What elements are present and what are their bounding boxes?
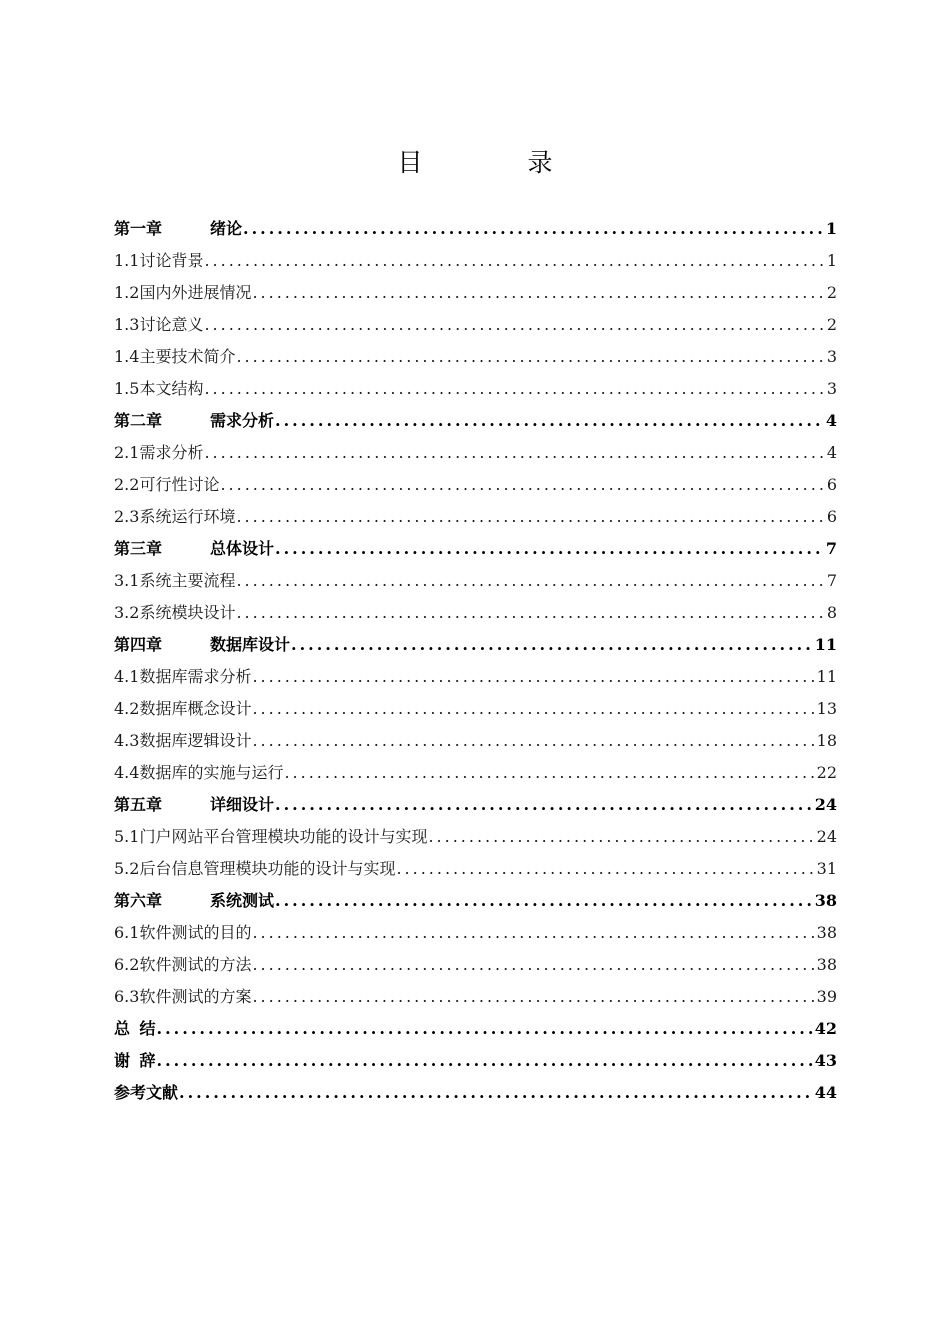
toc-section-entry[interactable] [114, 597, 837, 629]
toc-page-number: 24 [814, 795, 837, 814]
toc-entry-text: 4.3数据库逻辑设计 [114, 731, 252, 750]
toc-page-number: 6 [826, 475, 837, 494]
toc-entry-text: 6.2软件测试的方法 [114, 955, 252, 974]
toc-entry-text: 系统测试 [210, 891, 275, 910]
toc-page-number: 4 [826, 443, 837, 462]
toc-entry-label: 总 [114, 1019, 131, 1038]
toc-section-entry[interactable] [114, 565, 837, 597]
toc-entry-text: 2.1需求分析 [114, 443, 204, 462]
dot-leader [236, 565, 824, 597]
toc-page-number: 43 [814, 1051, 837, 1070]
toc-page-number: 13 [816, 699, 837, 718]
toc-entry-text: 数据库设计 [210, 635, 291, 654]
dot-leader [252, 661, 814, 693]
toc-section-entry[interactable] [114, 757, 837, 789]
toc-page-number: 3 [826, 347, 837, 366]
toc-section-entry[interactable] [114, 821, 837, 853]
dot-leader [284, 757, 814, 789]
toc-entry-label: 第一章 [114, 219, 163, 238]
dot-leader [243, 213, 824, 245]
toc-page-number: 4 [825, 411, 837, 430]
dot-leader [275, 885, 813, 917]
toc-entry-text: 2.2可行性讨论 [114, 475, 220, 494]
dot-leader [236, 597, 824, 629]
toc-section-entry[interactable] [114, 725, 837, 757]
dot-leader [396, 853, 814, 885]
toc-entry-text: 6.3软件测试的方案 [114, 987, 252, 1006]
toc-section-entry[interactable] [114, 245, 837, 277]
toc-page-number: 3 [826, 379, 837, 398]
toc-entry-label: 谢 [114, 1051, 131, 1070]
dot-leader [275, 533, 824, 565]
toc-entry-text: 总体设计 [210, 539, 275, 558]
toc-chapter-entry[interactable] [114, 533, 837, 565]
toc-page-number: 18 [816, 731, 837, 750]
dot-leader [252, 949, 814, 981]
dot-leader [428, 821, 814, 853]
toc-entry-label: 第二章 [114, 411, 163, 430]
dot-leader [220, 469, 824, 501]
toc-entry-text: 1.5本文结构 [114, 379, 204, 398]
toc-page-number: 2 [826, 283, 837, 302]
toc-chapter-entry[interactable] [114, 1077, 837, 1109]
dot-leader [252, 725, 814, 757]
toc-page-number: 38 [816, 923, 837, 942]
toc-entry-text: 参考文献 [114, 1083, 179, 1102]
toc-title: 目 录 [397, 148, 593, 177]
toc-section-entry[interactable] [114, 309, 837, 341]
toc-entry-text: 1.3讨论意义 [114, 315, 204, 334]
toc-chapter-entry[interactable] [114, 213, 837, 245]
toc-section-entry[interactable] [114, 277, 837, 309]
dot-leader [179, 1077, 813, 1109]
toc-chapter-entry[interactable] [114, 405, 837, 437]
toc-page-number: 8 [826, 603, 837, 622]
dot-leader [291, 629, 813, 661]
toc-page-number: 11 [816, 667, 837, 686]
toc-entry-text: 3.1系统主要流程 [114, 571, 236, 590]
dot-leader [275, 405, 824, 437]
toc-entry-text: 详细设计 [210, 795, 275, 814]
toc-page-number: 44 [814, 1083, 837, 1102]
toc-page-number: 11 [814, 635, 837, 654]
dot-leader [157, 1045, 813, 1077]
toc-list [114, 213, 837, 1109]
toc-entry-text: 1.4主要技术简介 [114, 347, 236, 366]
toc-entry-text: 辞 [139, 1051, 156, 1070]
toc-page-number: 7 [826, 571, 837, 590]
toc-entry-text: 4.1数据库需求分析 [114, 667, 252, 686]
toc-entry-text: 需求分析 [210, 411, 275, 430]
toc-page-number: 39 [816, 987, 837, 1006]
toc-entry-label: 第三章 [114, 539, 163, 558]
toc-entry-text: 5.2后台信息管理模块功能的设计与实现 [114, 859, 396, 878]
dot-leader [204, 437, 824, 469]
dot-leader [252, 981, 814, 1013]
toc-entry-text: 5.1门户网站平台管理模块功能的设计与实现 [114, 827, 428, 846]
toc-entry-label: 第六章 [114, 891, 163, 910]
toc-entry-text: 4.2数据库概念设计 [114, 699, 252, 718]
toc-page-number: 31 [816, 859, 837, 878]
toc-entry-text: 3.2系统模块设计 [114, 603, 236, 622]
toc-chapter-entry[interactable] [114, 789, 837, 821]
toc-page-number: 1 [825, 219, 837, 238]
dot-leader [252, 693, 814, 725]
toc-entry-text: 绪论 [210, 219, 243, 238]
toc-chapter-entry[interactable] [114, 1045, 837, 1077]
dot-leader [252, 917, 814, 949]
toc-page-number: 2 [826, 315, 837, 334]
toc-entry-text: 6.1软件测试的目的 [114, 923, 252, 942]
toc-page-number: 6 [826, 507, 837, 526]
toc-page-number: 42 [814, 1019, 837, 1038]
toc-page-number: 1 [826, 251, 837, 270]
toc-chapter-entry[interactable] [114, 1013, 837, 1045]
toc-entry-label: 第四章 [114, 635, 163, 654]
dot-leader [157, 1013, 813, 1045]
toc-section-entry[interactable] [114, 437, 837, 469]
toc-entry-text: 4.4数据库的实施与运行 [114, 763, 284, 782]
dot-leader [236, 341, 824, 373]
toc-page-number: 7 [825, 539, 837, 558]
toc-entry-text: 1.2国内外进展情况 [114, 283, 252, 302]
dot-leader [204, 309, 824, 341]
toc-page-number: 38 [816, 955, 837, 974]
toc-chapter-entry[interactable] [114, 885, 837, 917]
toc-entry-label: 第五章 [114, 795, 163, 814]
dot-leader [204, 373, 824, 405]
toc-chapter-entry[interactable] [114, 629, 837, 661]
toc-section-entry[interactable] [114, 373, 837, 405]
toc-entry-text: 1.1讨论背景 [114, 251, 204, 270]
toc-section-entry[interactable] [114, 341, 837, 373]
toc-section-entry[interactable] [114, 469, 837, 501]
toc-entry-text: 2.3系统运行环境 [114, 507, 236, 526]
toc-section-entry[interactable] [114, 949, 837, 981]
dot-leader [252, 277, 824, 309]
dot-leader [275, 789, 813, 821]
toc-section-entry[interactable] [114, 853, 837, 885]
toc-entry-text: 结 [139, 1019, 156, 1038]
dot-leader [204, 245, 824, 277]
toc-section-entry[interactable] [114, 981, 837, 1013]
toc-section-entry[interactable] [114, 501, 837, 533]
toc-page-number: 22 [816, 763, 837, 782]
toc-section-entry[interactable] [114, 661, 837, 693]
toc-page-number: 38 [814, 891, 837, 910]
toc-section-entry[interactable] [114, 693, 837, 725]
toc-page-number: 24 [816, 827, 837, 846]
dot-leader [236, 501, 824, 533]
toc-section-entry[interactable] [114, 917, 837, 949]
